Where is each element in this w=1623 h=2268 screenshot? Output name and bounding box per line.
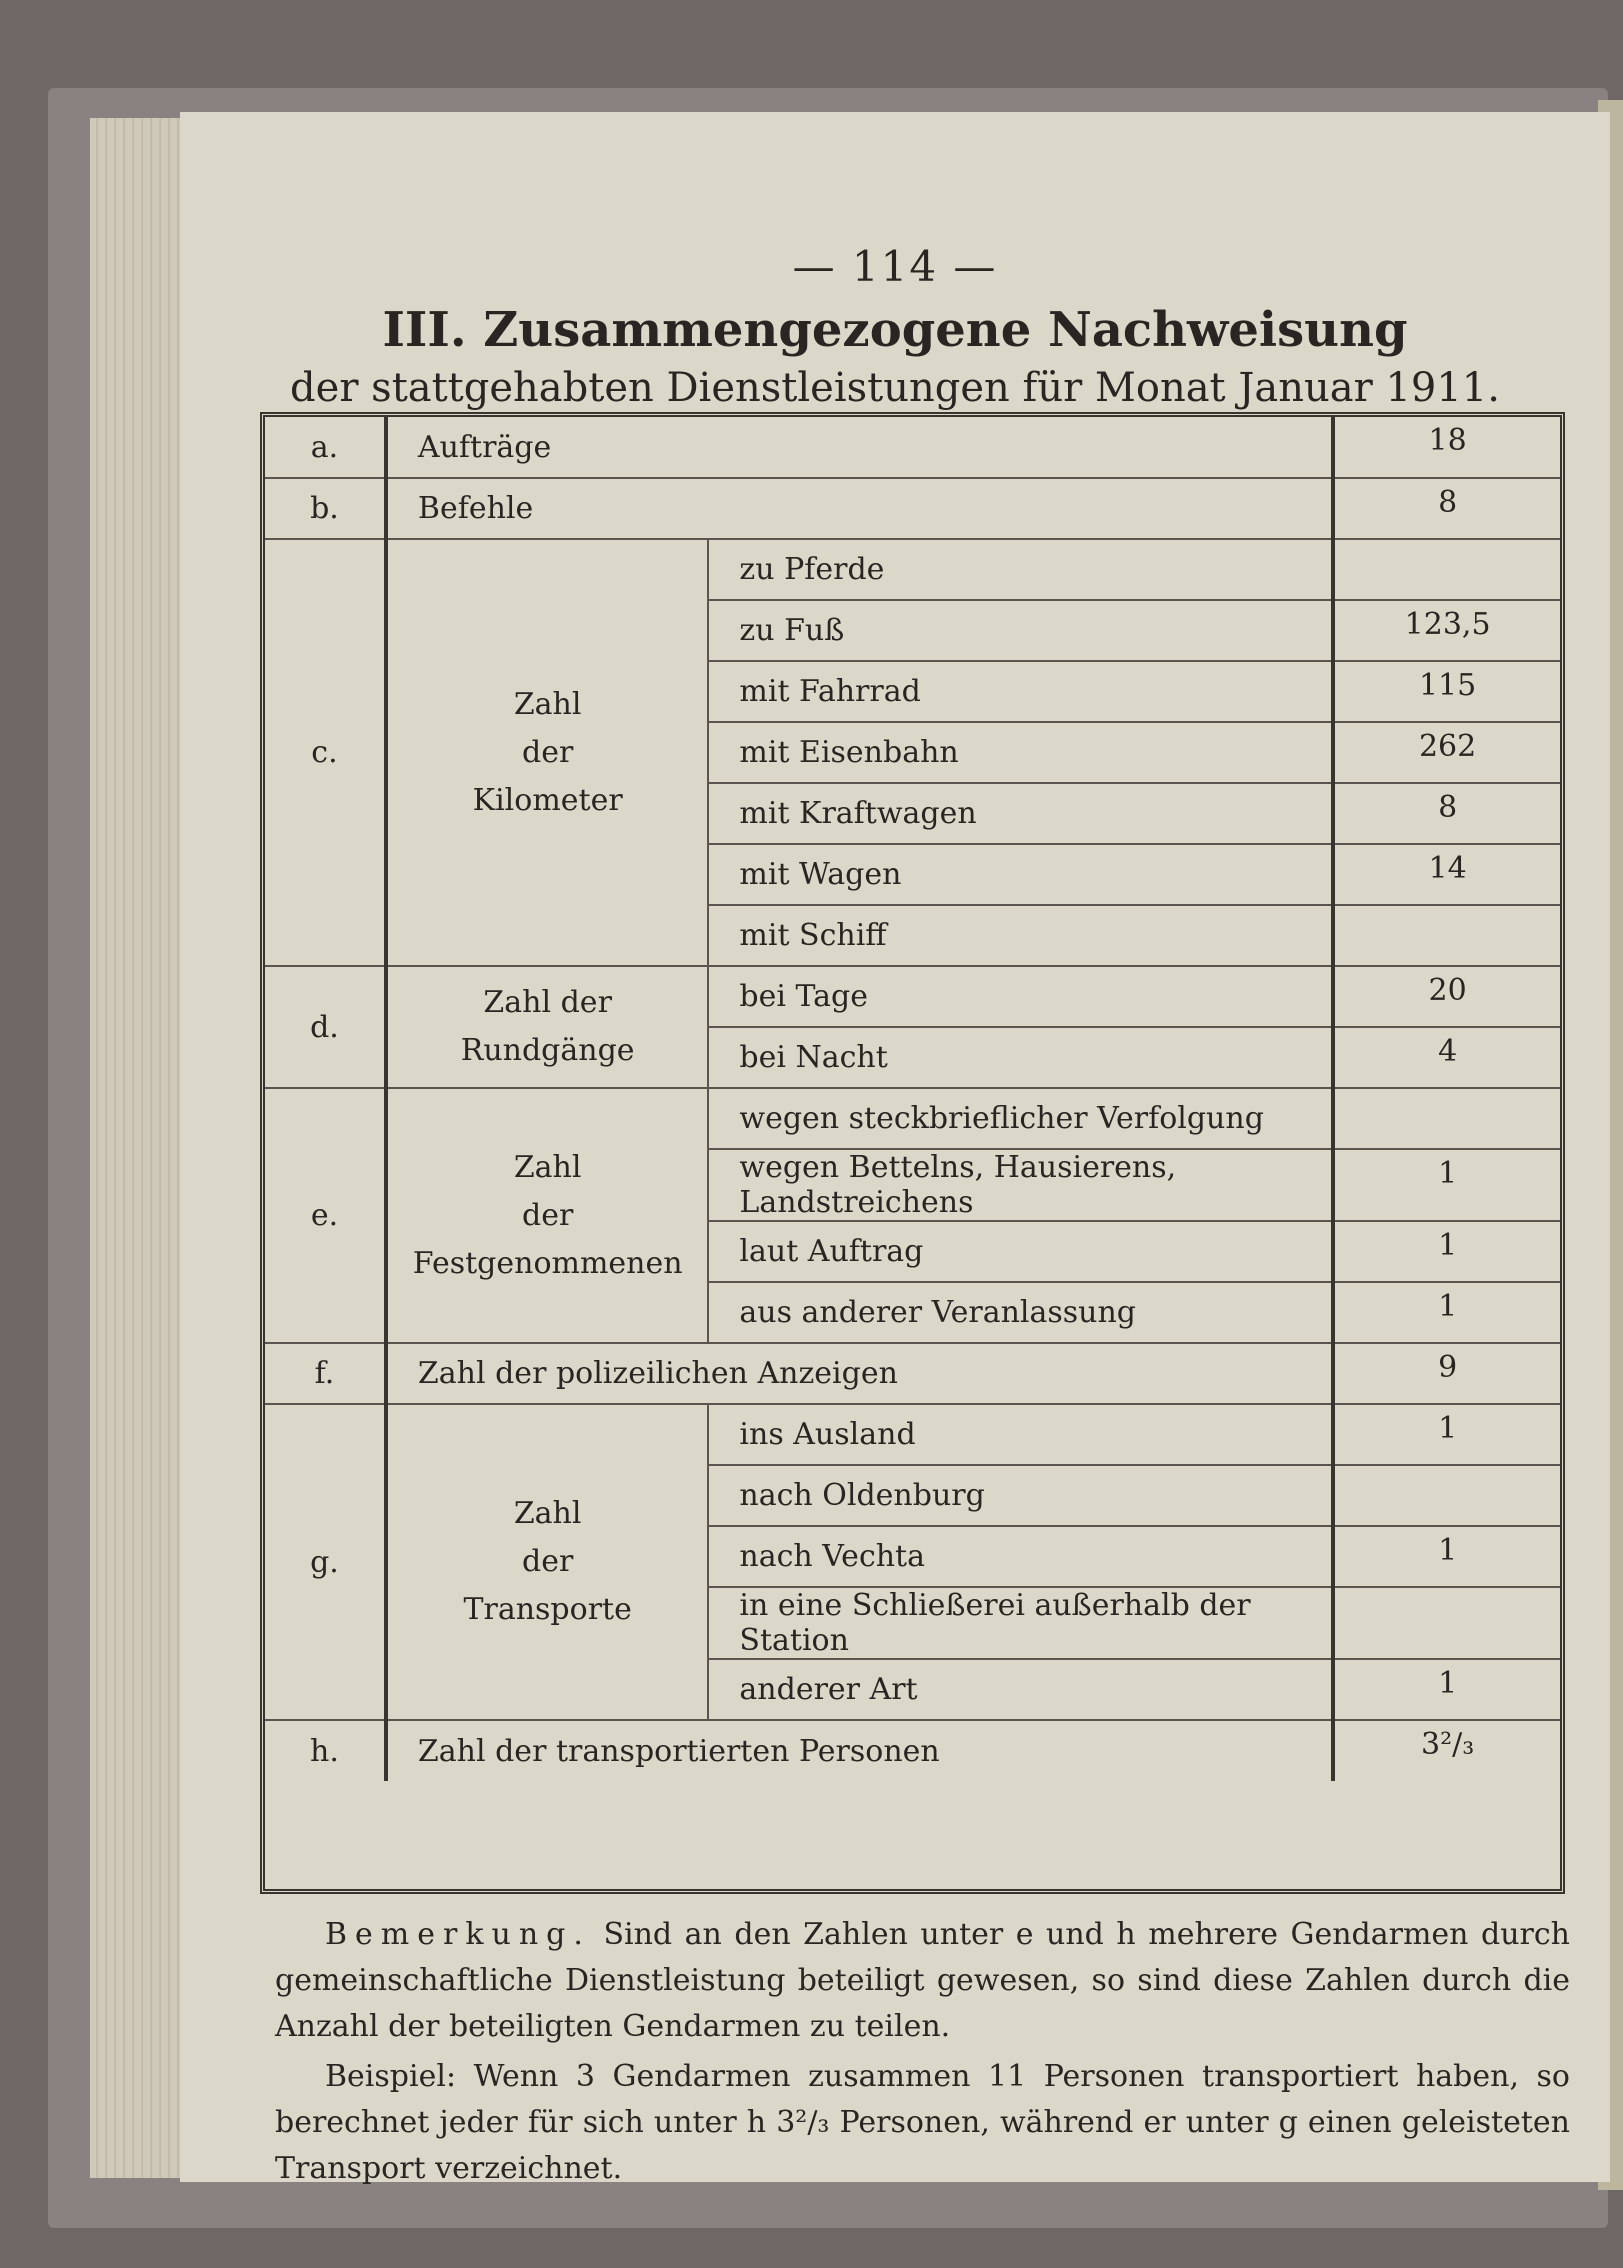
- group-label: [386, 1404, 708, 1720]
- row-value: [1333, 905, 1560, 966]
- row-value: 3²/₃: [1333, 1720, 1560, 1781]
- remark-text: Sind an den Zahlen unter e und h mehrere Gendarmen durch gemeinschaftliche Dienstleistung beteiligt gewesen, so sind diese Zahlen durch die Anzahl der beteiligten Gendarmen zu teilen.: [275, 1917, 1570, 2044]
- page-subtitle: der stattgehabten Dienstleistungen für Monat Januar 1911.: [290, 365, 1500, 411]
- row-value: [1333, 1465, 1560, 1526]
- row-value: [1333, 1088, 1560, 1149]
- row-value: 1: [1333, 1149, 1560, 1221]
- row-value: 115: [1333, 661, 1560, 722]
- sub-label: laut Auftrag: [708, 1221, 1333, 1282]
- row-value: [1333, 539, 1560, 600]
- row-value: 8: [1333, 478, 1560, 539]
- row-label: Zahl der transportierten Personen: [386, 1720, 1333, 1781]
- row-value: 1: [1333, 1282, 1560, 1343]
- group-label-line: Festgenommenen: [412, 1245, 683, 1281]
- group-label-line: Transporte: [463, 1592, 632, 1627]
- sub-label: ins Ausland: [708, 1404, 1333, 1465]
- row-label: Befehle: [386, 478, 1333, 539]
- group-label-line: der: [522, 734, 574, 770]
- remark-heading: Bemerkung.: [325, 1917, 591, 1952]
- row-value: [1333, 1587, 1560, 1659]
- report-table: [260, 412, 1565, 1894]
- row-value: 20: [1333, 966, 1560, 1027]
- row-value: 123,5: [1333, 600, 1560, 661]
- row-value: 4: [1333, 1027, 1560, 1088]
- sub-label: zu Pferde: [708, 539, 1333, 600]
- group-label: [386, 539, 708, 966]
- row-value: 8: [1333, 783, 1560, 844]
- group-label-line: Zahl der: [483, 985, 612, 1020]
- book-page: [180, 112, 1610, 2186]
- table-row: [265, 417, 1560, 478]
- row-value: 9: [1333, 1343, 1560, 1404]
- row-letter: f.: [265, 1343, 386, 1404]
- group-label-line: der: [522, 1197, 574, 1233]
- table-row: [265, 539, 1560, 600]
- group-label-line: Zahl: [513, 686, 582, 722]
- row-value: 1: [1333, 1404, 1560, 1465]
- row-value: 1: [1333, 1526, 1560, 1587]
- row-letter: g.: [265, 1404, 386, 1720]
- group-label-line: Rundgänge: [460, 1033, 635, 1068]
- row-letter: b.: [265, 478, 386, 539]
- sub-label: mit Schiff: [708, 905, 1333, 966]
- row-value: 1: [1333, 1221, 1560, 1282]
- row-value: 262: [1333, 722, 1560, 783]
- sub-label: mit Kraftwagen: [708, 783, 1333, 844]
- group-label-line: Zahl: [513, 1496, 582, 1531]
- sub-label: wegen steckbrieflicher Verfolgung: [708, 1088, 1333, 1149]
- row-letter: d.: [265, 966, 386, 1088]
- group-label: [386, 1088, 708, 1343]
- row-letter: e.: [265, 1088, 386, 1343]
- group-label: [386, 966, 708, 1088]
- row-letter: c.: [265, 539, 386, 966]
- sub-label: wegen Bettelns, Hausierens, Landstreichens: [708, 1149, 1333, 1221]
- group-label-line: der: [522, 1544, 574, 1579]
- table-row: [265, 478, 1560, 539]
- group-label-line: Zahl: [513, 1149, 582, 1185]
- sub-label: bei Nacht: [708, 1027, 1333, 1088]
- sub-label: zu Fuß: [708, 600, 1333, 661]
- row-label: Aufträge: [417, 429, 552, 465]
- sub-label: nach Vechta: [708, 1526, 1333, 1587]
- row-value: 18: [1333, 417, 1560, 478]
- example-paragraph: Beispiel: Wenn 3 Gendarmen zusammen 11 Personen transportiert haben, so berechnet jeder für sich unter h 3²/₃ Personen, während er unter g einen geleisteten Transport verzeichnet.: [275, 2059, 1570, 2186]
- remarks: [275, 1912, 1570, 2196]
- table-row: [265, 966, 1560, 1027]
- row-letter: a.: [265, 417, 386, 478]
- page-title: III. Zusammengezogene Nachweisung: [382, 302, 1408, 358]
- sub-label: in eine Schließerei außerhalb der Station: [708, 1587, 1333, 1659]
- row-label: Zahl der polizeilichen Anzeigen: [386, 1343, 1333, 1404]
- sub-label: mit Fahrrad: [708, 661, 1333, 722]
- table-row: [265, 1343, 1560, 1404]
- sub-label: anderer Art: [708, 1659, 1333, 1720]
- sub-label: mit Wagen: [708, 844, 1333, 905]
- page-number: — 114 —: [792, 242, 998, 291]
- sub-label: bei Tage: [708, 966, 1333, 1027]
- table-row: [265, 1404, 1560, 1465]
- table-row: [265, 1720, 1560, 1781]
- sub-label: aus anderer Veranlassung: [708, 1282, 1333, 1343]
- table-row: [265, 1088, 1560, 1149]
- remark-paragraph: [275, 1912, 1570, 2050]
- sub-label: mit Eisenbahn: [708, 722, 1333, 783]
- row-value: 14: [1333, 844, 1560, 905]
- row-value: 1: [1333, 1659, 1560, 1720]
- group-label-line: Kilometer: [472, 782, 623, 818]
- row-letter: h.: [265, 1720, 386, 1781]
- sub-label: nach Oldenburg: [708, 1465, 1333, 1526]
